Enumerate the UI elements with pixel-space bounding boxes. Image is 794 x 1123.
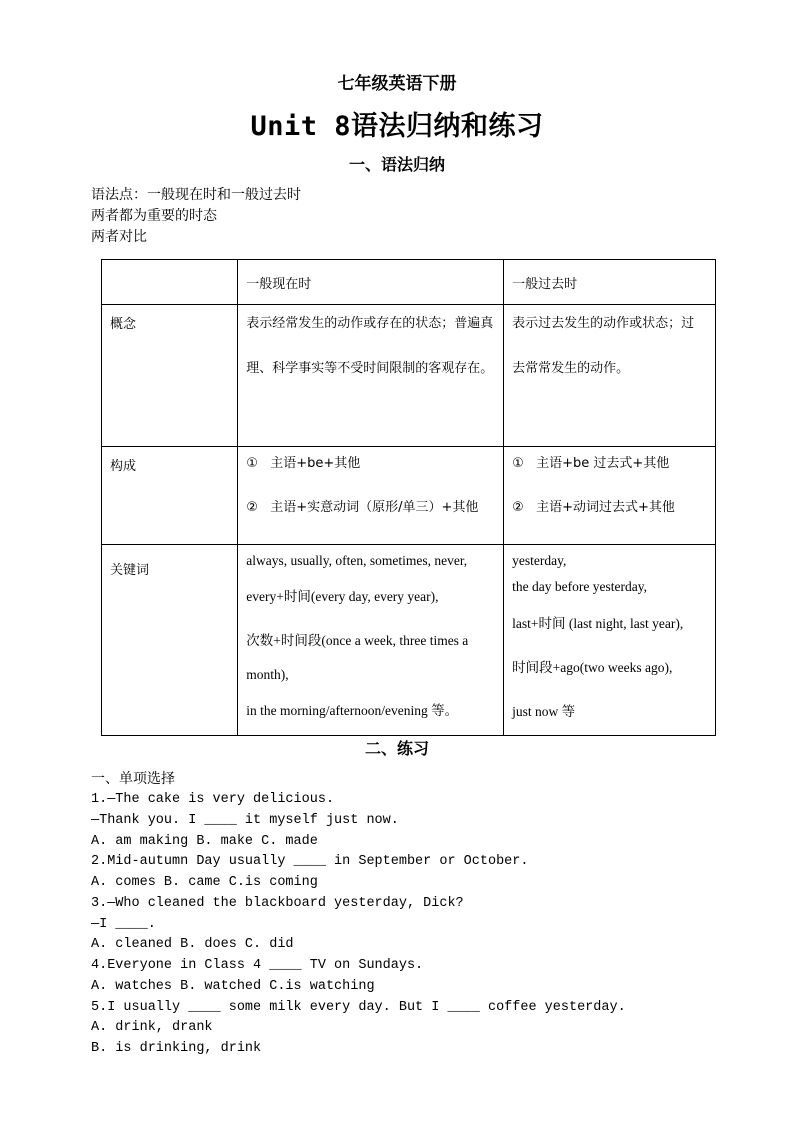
question-line: A. watches B. watched C.is watching <box>91 978 375 994</box>
circled-number-marker: ① <box>512 456 524 471</box>
table-row-structure <box>102 447 716 545</box>
question-line: A. am making B. make C. made <box>91 833 318 849</box>
keyword-line: 时间段+ago(two weeks ago), <box>512 660 673 675</box>
table-row-keywords <box>102 545 716 736</box>
intro-line: 语法点：一般现在时和一般过去时 <box>91 187 301 203</box>
intro-block <box>91 185 301 248</box>
question-line: 2.Mid-autumn Day usually ____ in September or October. <box>91 854 529 870</box>
table-header-past: 一般过去时 <box>504 260 716 305</box>
structure-text: 主语+实意动词（原形/单三）+其他 <box>270 500 479 515</box>
table-row-concept <box>102 305 716 447</box>
keyword-line: just now 等 <box>512 704 576 719</box>
concept-past-text: 表示过去发生的动作或状态；过去常常发生的动作。 <box>512 316 695 376</box>
question-line: —Thank you. I ____ it myself just now. <box>91 812 399 828</box>
concept-present-text: 表示经常发生的动作或存在的状态；普遍真理、科学事实等不受时间限制的客观存在。 <box>246 316 494 376</box>
tense-comparison-table <box>101 259 716 736</box>
section-heading-exercises: 二、练习 <box>364 739 429 758</box>
exercise-type-heading: 一、单项选择 <box>91 771 175 787</box>
question-line: A. comes B. came C.is coming <box>91 875 318 890</box>
circled-number-marker: ① <box>246 456 258 471</box>
structure-past-line <box>512 486 707 530</box>
circled-number-marker: ② <box>512 500 524 515</box>
concept-present-cell <box>238 305 504 447</box>
keyword-line: 次数+时间段(once a week, three times a <box>246 633 469 648</box>
row-label-structure: 构成 <box>102 447 238 545</box>
keywords-label: 关键词 <box>110 563 150 578</box>
keywords-present-cell <box>238 545 504 736</box>
question-line: 1.—The cake is very delicious. <box>91 792 335 807</box>
structure-text: 主语+be 过去式+其他 <box>536 456 670 471</box>
question-line: A. drink, drank <box>91 1020 213 1036</box>
keyword-line: the day before yesterday, <box>512 579 647 594</box>
keywords-past-cell <box>504 545 716 736</box>
question-line: B. is drinking, drink <box>91 1041 262 1056</box>
table-header-row <box>102 260 716 305</box>
question-line: —I ____. <box>91 916 156 932</box>
grade-title: 七年级英语下册 <box>337 74 457 94</box>
structure-past-line <box>512 442 707 486</box>
structure-present-line <box>246 486 495 530</box>
circled-number-marker: ② <box>246 500 258 515</box>
keyword-line: yesterday, <box>512 553 567 568</box>
question-line: 5.I usually ____ some milk every day. But I ____ coffee yesterday. <box>91 999 626 1015</box>
intro-line: 两者都为重要的时态 <box>91 208 217 224</box>
keyword-line: month), <box>246 667 289 682</box>
section-heading-grammar: 一、语法归纳 <box>348 155 445 174</box>
structure-text: 主语+动词过去式+其他 <box>536 500 675 515</box>
structure-present-cell <box>238 447 504 545</box>
question-line: 4.Everyone in Class 4 ____ TV on Sundays. <box>91 958 424 973</box>
keyword-line: in the morning/afternoon/evening 等。 <box>246 703 459 718</box>
row-label-concept: 概念 <box>102 305 238 447</box>
structure-text: 主语+be+其他 <box>270 456 361 471</box>
question-list <box>91 790 626 1060</box>
concept-past-cell <box>504 305 716 447</box>
keyword-line: last+时间 (last night, last year), <box>512 616 684 631</box>
intro-line: 两者对比 <box>91 229 147 245</box>
row-label-keywords <box>102 545 238 736</box>
structure-present-line <box>246 442 495 486</box>
table-header-present: 一般现在时 <box>238 260 504 305</box>
question-line: 3.—Who cleaned the blackboard yesterday, Dick? <box>91 895 464 911</box>
structure-past-cell <box>504 447 716 545</box>
question-line: A. cleaned B. does C. did <box>91 937 294 953</box>
table-header-cell-empty <box>102 260 238 305</box>
page-title: Unit 8语法归纳和练习 <box>250 111 544 142</box>
keyword-line: always, usually, often, sometimes, never, <box>246 553 468 568</box>
keyword-line: every+时间(every day, every year), <box>246 589 439 604</box>
